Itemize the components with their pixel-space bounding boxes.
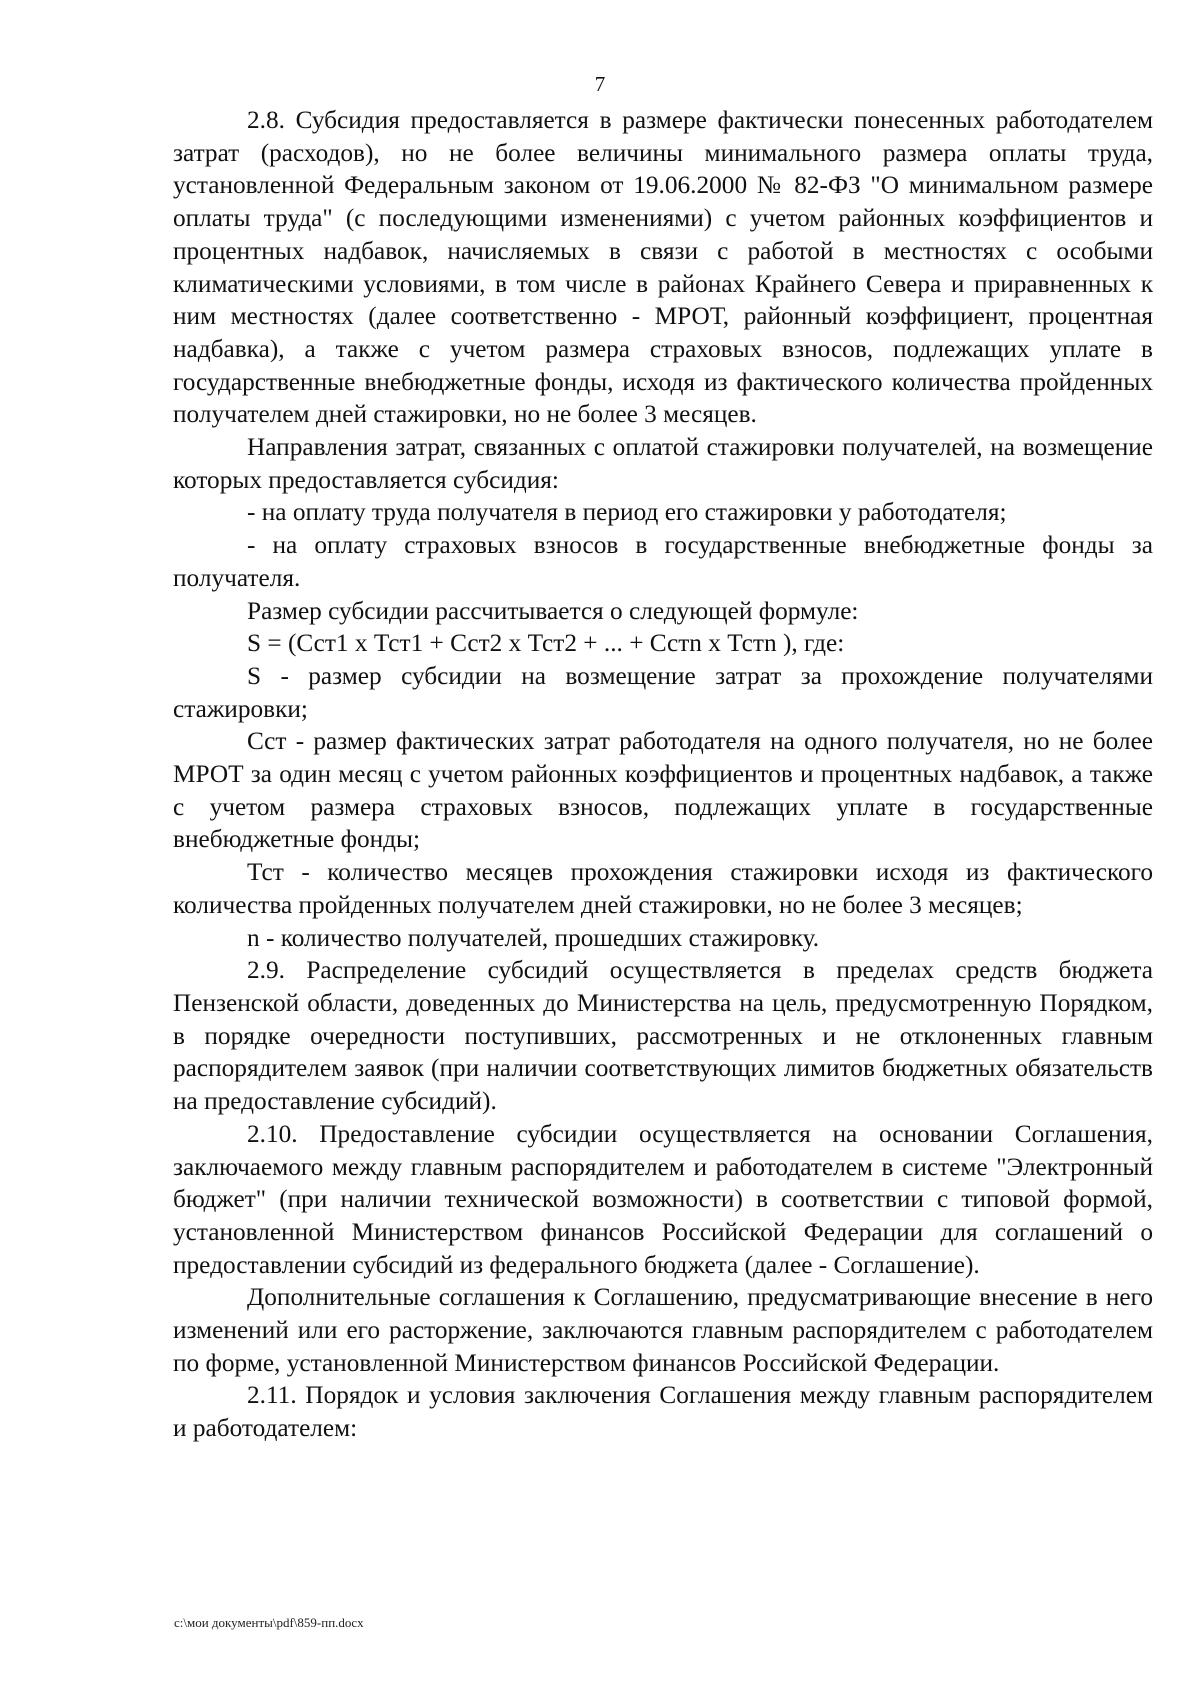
definition-sst: Сст - размер фактических затрат работодателя на одного получателя, но не более МРОТ за один месяц с учетом районных коэффициентов и процентных надбавок, а также с учетом размера страховых взносов, подлежащих уплате в государственные внебюджетные фонды; xyxy=(173,727,1153,854)
paragraph-2-11: 2.11. Порядок и условия заключения Соглашения между главным распорядителем и работодателем: xyxy=(173,1381,1153,1443)
page-number: 7 xyxy=(594,72,606,96)
definition-n: n - количество получателей, прошедших стажировку. xyxy=(247,923,820,952)
formula: S = (Сст1 x Тст1 + Сст2 x Тст2 + ... + Сстn x Тстn ), где: xyxy=(247,629,845,658)
document-body xyxy=(173,104,1153,1445)
definition-tst: Тст - количество месяцев прохождения стажировки исходя из фактического количества пройденных получателем дней стажировки, но не более 3 месяцев; xyxy=(173,858,1153,919)
paragraph-2-8: 2.8. Субсидия предоставляется в размере фактически понесенных работодателем затрат (расходов), но не более величины минимального размера оплаты труда, установленной Федеральным законом от 19.06.2000 № 82-ФЗ "О минимальном размере оплаты труда" (с последующими изменениями) с учетом районных коэффициентов и процентных надбавок, начисляемых в связи с работой в местностях с особыми климатическими условиями, в том числе в районах Крайнего Севера и приравненных к ним местностях (далее соответственно - МРОТ, районный коэффициент, процентная надбавка), а также с учетом размера страховых взносов, подлежащих уплате в государственные внебюджетные фонды, исходя из фактического количества пройденных получателем дней стажировки, но не более 3 месяцев. xyxy=(173,106,1153,429)
paragraph-additional-agreements: Дополнительные соглашения к Соглашению, предусматривающие внесение в него изменений или его расторжение, заключаются главным распорядителем с работодателем по форме, установленной Министерством финансов Российской Федерации. xyxy=(173,1283,1153,1377)
paragraph-cost-directions: Направления затрат, связанных с оплатой стажировки получателей, на возмещение которых предоставляется субсидия: xyxy=(173,433,1153,494)
paragraph-formula-intro: Размер субсидии рассчитывается о следующей формуле: xyxy=(247,596,859,625)
file-path-footer: c:\мои документы\pdf\859-пп.docx xyxy=(174,1615,364,1630)
list-item-insurance: - на оплату страховых взносов в государственные внебюджетные фонды за получателя. xyxy=(173,531,1153,592)
paragraph-2-9: 2.9. Распределение субсидий осуществляется в пределах средств бюджета Пензенской области, доведенных до Министерства на цель, предусмотренную Порядком, в порядке очередности поступивших, рассмотренных и не отклоненных главным распорядителем заявок (при наличии соответствующих лимитов бюджетных обязательств на предоставление субсидий). xyxy=(173,956,1153,1116)
list-item-wages: - на оплату труда получателя в период его стажировки у работодателя; xyxy=(247,498,1007,527)
paragraph-2-10: 2.10. Предоставление субсидии осуществляется на основании Соглашения, заключаемого между главным распорядителем и работодателем в системе "Электронный бюджет" (при наличии технической возможности) в соответствии с типовой формой, установленной Министерством финансов Российской Федерации для соглашений о предоставлении субсидий из федерального бюджета (далее - Соглашение). xyxy=(173,1119,1153,1279)
definition-s: S - размер субсидии на возмещение затрат за прохождение получателями стажировки; xyxy=(173,661,1153,723)
